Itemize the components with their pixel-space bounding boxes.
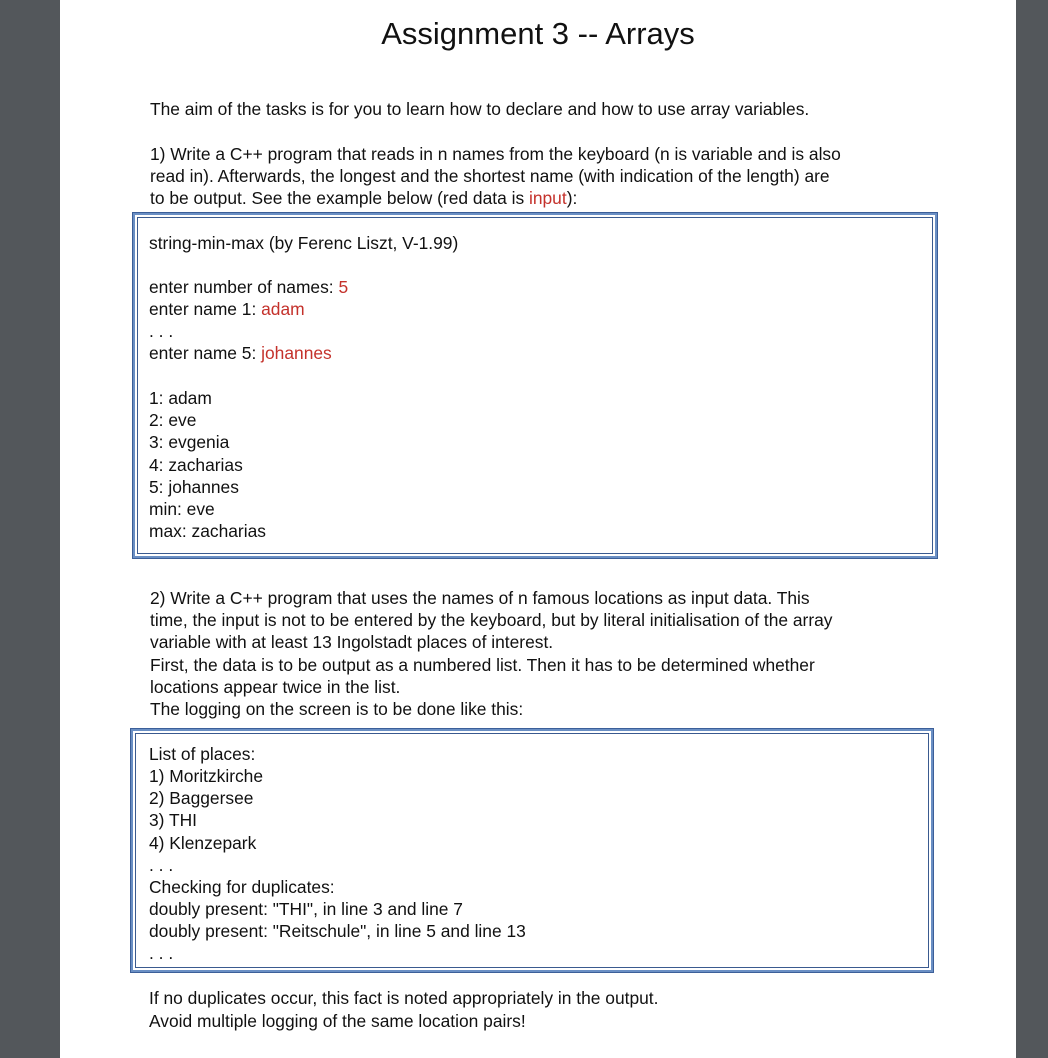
example1-output-line: 1: adam xyxy=(149,388,212,408)
footer-line: Avoid multiple logging of the same location pairs! xyxy=(149,1011,526,1031)
name5-value: johannes xyxy=(261,343,332,363)
task1-line-1: 1) Write a C++ program that reads in n names from the keyboard (n is variable and is also xyxy=(150,144,841,164)
example2-line: doubly present: "Reitschule", in line 5 and line 13 xyxy=(149,921,526,941)
example1-name1-line xyxy=(149,298,305,320)
example1-box xyxy=(132,212,938,559)
example1-ellipsis: . . . xyxy=(149,321,174,341)
intro-text: The aim of the tasks is for you to learn how to declare and how to use array variables. xyxy=(150,99,810,119)
input-highlight: input xyxy=(528,188,567,208)
task2-line: variable with at least 13 Ingolstadt places of interest. xyxy=(150,632,554,652)
example1-output-line: 3: evgenia xyxy=(149,432,230,452)
example1-header: string-min-max (by Ferenc Liszt, V-1.99) xyxy=(149,233,459,253)
example2-line: 1) Moritzkirche xyxy=(149,766,264,786)
count-value: 5 xyxy=(338,277,349,297)
count-prompt: enter number of names: xyxy=(149,277,339,297)
task1-line-2: read in). Afterwards, the longest and the shortest name (with indication of the length) are xyxy=(150,166,830,186)
example2-line: . . . xyxy=(149,943,174,963)
task2-line: locations appear twice in the list. xyxy=(150,677,401,697)
example1-output-line: min: eve xyxy=(149,499,215,519)
task2-line: The logging on the screen is to be done like this: xyxy=(150,699,524,719)
example2-line: List of places: xyxy=(149,744,256,764)
task1-line-3 xyxy=(150,187,577,209)
task2-line: time, the input is not to be entered by the keyboard, but by literal initialisation of the array xyxy=(150,610,833,630)
name1-prompt: enter name 1: xyxy=(149,299,262,319)
name1-value: adam xyxy=(261,299,305,319)
example1-output-line: 2: eve xyxy=(149,410,197,430)
footer-line: If no duplicates occur, this fact is noted appropriately in the output. xyxy=(149,988,659,1008)
example1-count-line xyxy=(149,276,348,298)
task2-line: First, the data is to be output as a numbered list. Then it has to be determined whether xyxy=(150,655,815,675)
document-page xyxy=(60,0,1016,1058)
example2-line: 2) Baggersee xyxy=(149,788,254,808)
example2-line: 3) THI xyxy=(149,810,197,830)
example1-output-line: 4: zacharias xyxy=(149,455,243,475)
example2-line: doubly present: "THI", in line 3 and line 7 xyxy=(149,899,463,919)
example1-name5-line xyxy=(149,342,332,364)
task1-line-3-end: ): xyxy=(566,188,578,208)
example2-line: Checking for duplicates: xyxy=(149,877,335,897)
task2-line: 2) Write a C++ program that uses the names of n famous locations as input data. This xyxy=(150,588,810,608)
name5-prompt: enter name 5: xyxy=(149,343,262,363)
example1-output-line: max: zacharias xyxy=(149,521,266,541)
page-title: Assignment 3 -- Arrays xyxy=(381,16,695,51)
task1-line-3-text: to be output. See the example below (red data is xyxy=(150,188,529,208)
example2-line: 4) Klenzepark xyxy=(149,833,257,853)
example1-output-line: 5: johannes xyxy=(149,477,239,497)
example2-line: . . . xyxy=(149,855,174,875)
